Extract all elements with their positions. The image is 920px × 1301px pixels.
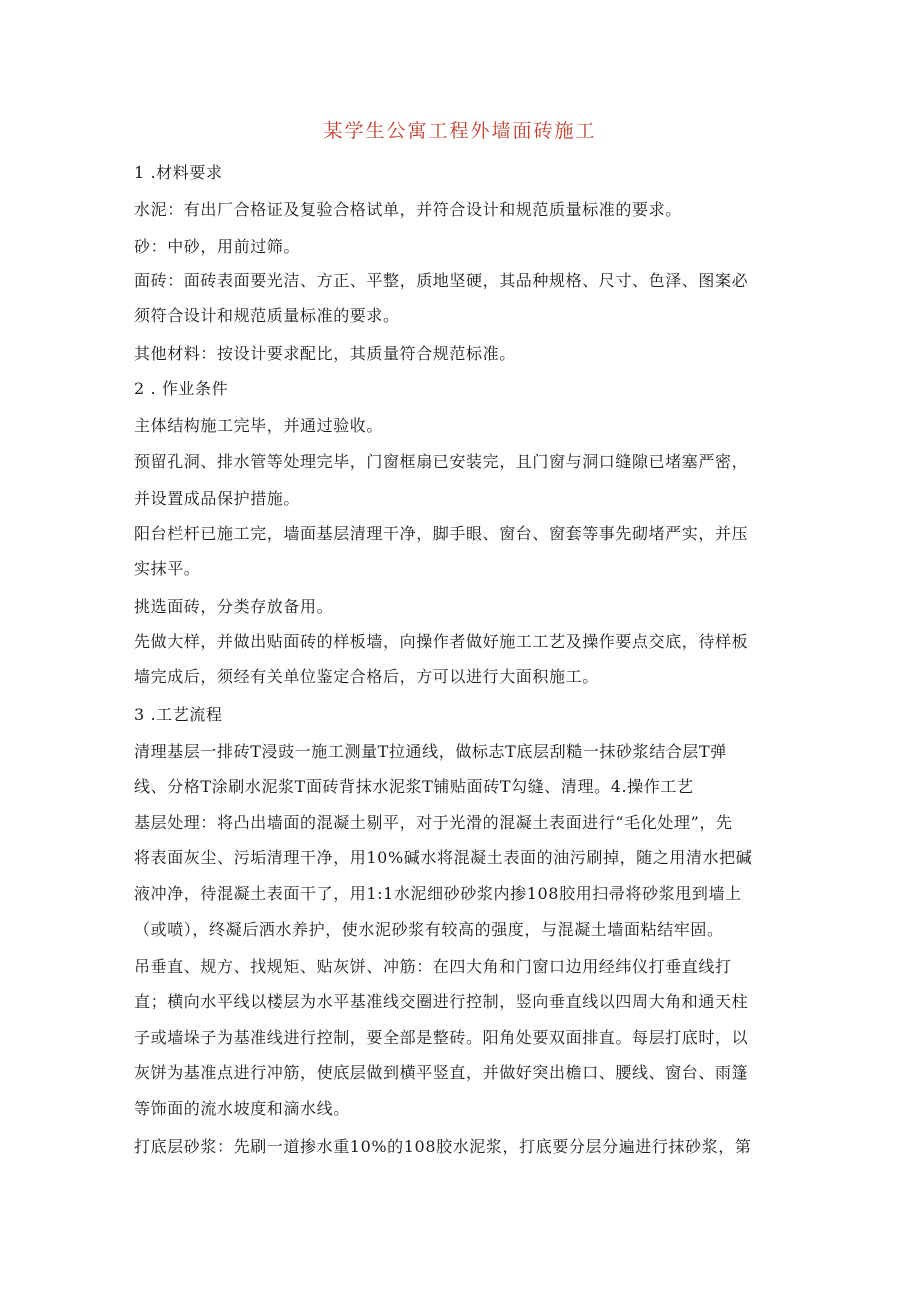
- paragraph-line: 面砖：面砖表面要光洁、方正、平整，质地坚硬，其品种规格、尺寸、色泽、图案必: [134, 271, 749, 290]
- page-title: 某学生公寓工程外墙面砖施工: [323, 120, 597, 142]
- paragraph-line: 液冲净，待混凝土表面干了，用1:1水泥细砂砂浆内掺108胶用扫帚将砂浆甩到墙上: [134, 884, 742, 903]
- paragraph-line: 将表面灰尘、污垢清理干净，用10%碱水将混凝土表面的油污刷掉，随之用清水把碱: [134, 848, 753, 867]
- paragraph-line: 先做大样，并做出贴面砖的样板墙，向操作者做好施工工艺及操作要点交底，待样板: [134, 632, 749, 651]
- paragraph-line: 须符合设计和规范质量标准的要求。: [134, 306, 400, 325]
- paragraph-line: 墙完成后，须经有关单位鉴定合格后，方可以进行大面积施工。: [134, 667, 599, 686]
- paragraph-line: 子或墙垛子为基准线进行控制，要全部是整砖。阳角处要双面排直。每层打底时，以: [134, 1028, 749, 1047]
- paragraph-line: 预留孔洞、排水管等处理完毕，门窗框扇已安装完，且门窗与洞口缝隙已堵塞严密，: [134, 452, 749, 471]
- paragraph-line: 等饰面的流水坡度和滴水线。: [134, 1099, 350, 1118]
- paragraph-line: 灰饼为基准点进行冲筋，使底层做到横平竖直，并做好突出檐口、腰线、窗台、雨篷: [134, 1063, 749, 1082]
- paragraph-line: （或喷），终凝后洒水养护，使水泥砂浆有较高的强度，与混凝土墙面粘结牢固。: [134, 920, 724, 939]
- paragraph-line: 线、分格T涂刷水泥浆T面砖背抹水泥浆T铺贴面砖T勾缝、清理。4.操作工艺: [134, 777, 694, 796]
- section-heading-process: 3 .工艺流程: [134, 705, 223, 724]
- paragraph-line: 打底层砂浆：先刷一道掺水重10%的108胶水泥浆，打底要分层分遍进行抹砂浆，第: [134, 1137, 752, 1156]
- section-heading-materials: 1 .材料要求: [134, 163, 223, 182]
- paragraph-line: 直；横向水平线以楼层为水平基准线交圈进行控制，竖向垂直线以四周大角和通天柱: [134, 992, 749, 1011]
- paragraph-line: 砂：中砂，用前过筛。: [134, 237, 301, 256]
- paragraph-line: 基层处理：将凸出墙面的混凝土剔平，对于光滑的混凝土表面进行“毛化处理”，先: [134, 813, 733, 832]
- paragraph-line: 其他材料：按设计要求配比，其质量符合规范标准。: [134, 344, 516, 363]
- paragraph-line: 主体结构施工完毕，并通过验收。: [134, 416, 384, 435]
- paragraph-line: 并设置成品保护措施。: [134, 489, 301, 508]
- section-heading-conditions: 2 . 作业条件: [134, 379, 229, 398]
- paragraph-line: 挑选面砖，分类存放备用。: [134, 597, 334, 616]
- paragraph-line: 清理基层一排砖T浸豉一施工测量T拉通线，做标志T底层刮糙一抹砂浆结合层T弹: [134, 742, 727, 761]
- paragraph-line: 阳台栏杆已施工完，墙面基层清理干净，脚手眼、窗台、窗套等事先砌堵严实，并压: [134, 524, 749, 543]
- paragraph-line: 吊垂直、规方、找规矩、贴灰饼、冲筋：在四大角和门窗口边用经纬仪打垂直线打: [134, 957, 732, 976]
- paragraph-line: 实抹平。: [134, 559, 201, 578]
- paragraph-line: 水泥：有出厂合格证及复验合格试单，并符合设计和规范质量标准的要求。: [134, 200, 682, 219]
